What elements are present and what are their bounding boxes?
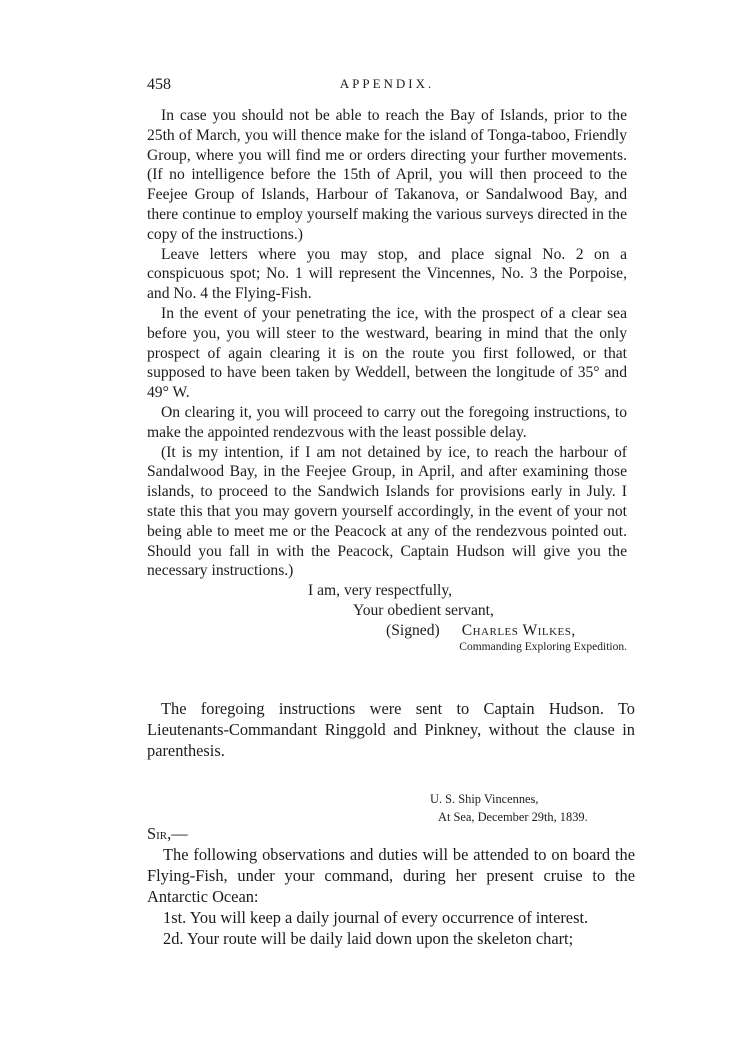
signer-title: Commanding Exploring Expedition. bbox=[459, 640, 627, 653]
closing-respectfully: I am, very respectfully, bbox=[308, 582, 453, 600]
salutation: Sir,— bbox=[147, 824, 188, 843]
list-item: 1st. You will keep a daily journal of every occurrence of interest. bbox=[163, 908, 589, 927]
closing-servant: Your obedient servant, bbox=[353, 601, 494, 619]
second-letter bbox=[147, 823, 635, 949]
letter-dateline bbox=[430, 790, 588, 826]
letter-intro: The following observations and duties will be attended to on board the Flying-Fish, under your command, during her present cruise to the Antarctic Ocean: bbox=[147, 845, 635, 906]
signature-line bbox=[147, 621, 627, 641]
paragraph-rendezvous: In case you should not be able to reach the Bay of Islands, prior to the 25th of March, you will thence make for the island of Tonga-taboo, Friendly Group, where you will find me or orders directing your further movements. (If no intelligence before the 15th of April, you will then proceed to the Feejee Group of Islands, Harbour of Takanova, or Sandalwood Bay, and there continue to employ yourself making the various surveys directed in the copy of the instructions.) bbox=[147, 107, 627, 243]
page-header bbox=[147, 76, 627, 100]
dateline-ship: U. S. Ship Vincennes, bbox=[430, 792, 539, 806]
paragraph-note: The foregoing instructions were sent to Captain Hudson. To Lieutenants-Commandant Ringgold and Pinkney, without the clause in parenthesis. bbox=[147, 699, 635, 760]
signer-name: Charles Wilkes, bbox=[461, 621, 576, 639]
paragraph-clearing: On clearing it, you will proceed to carry out the foregoing instructions, to make the appointed rendezvous with the least possible delay. bbox=[147, 403, 627, 441]
dateline-date: At Sea, December 29th, 1839. bbox=[438, 810, 588, 824]
paragraph-signals: Leave letters where you may stop, and place signal No. 2 on a conspicuous spot; No. 1 will represent the Vincennes, No. 3 the Porpoise, and No. 4 the Flying-Fish. bbox=[147, 245, 627, 303]
running-head: APPENDIX. bbox=[339, 76, 435, 91]
paragraph-ice: In the event of your penetrating the ice, with the prospect of a clear sea before you, you will steer to the westward, bearing in mind that the only prospect of again clearing it is on the route you first followed, or that supposed to have been taken by Weddell, between the longitude of 35° and 49° W. bbox=[147, 304, 627, 402]
paragraph-intention: (It is my intention, if I am not detained by ice, to reach the harbour of Sandalwood Bay, in the Feejee Group, in April, and after examining those islands, to proceed to the Sandwich Islands for provisions early in July. I state this that you may govern yourself accordingly, in the event of your not being able to meet me or the Peacock at any of the rendezvous pointed out. Should you fall in with the Peacock, Captain Hudson will give you the necessary instructions.) bbox=[147, 443, 627, 580]
page-number: 458 bbox=[147, 76, 171, 93]
list-item: 2d. Your route will be daily laid down upon the skeleton chart; bbox=[163, 929, 574, 948]
instructions-text bbox=[147, 106, 627, 655]
signed-label: (Signed) bbox=[386, 621, 440, 639]
letter-closing bbox=[147, 581, 627, 654]
